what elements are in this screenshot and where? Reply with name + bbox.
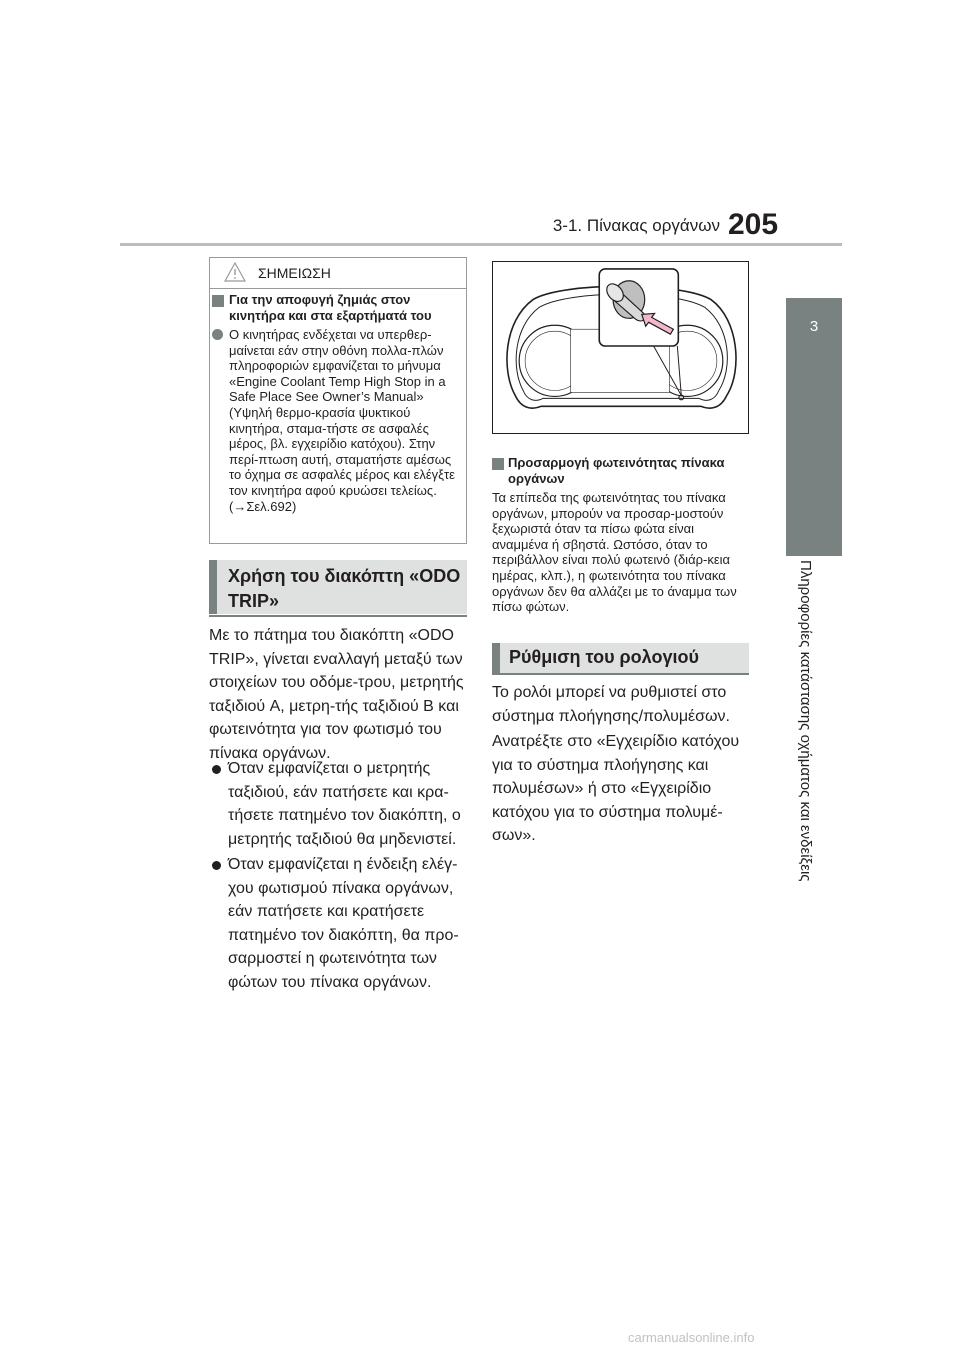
footer-watermark: carmanualsonline.info [628, 1330, 755, 1345]
bullet-dot-icon [212, 861, 221, 870]
bullet-dot-icon [212, 765, 221, 774]
section-heading-clock: Ρύθμιση του ρολογιού [509, 647, 699, 667]
clock-reference-paragraph: Ανατρέξτε στο «Εγχειρίδιο κατόχου για το σύστημα πλοήγησης και πολυμέσων» ή στο «Εγχειρίδιο κατόχου για το σύστημα πολυμέ-σων». [492, 733, 740, 844]
section-running-title: 3-1. Πίνακας οργάνων [552, 216, 720, 235]
section-heading-rule [209, 615, 467, 617]
page-number: 205 [728, 208, 779, 241]
caution-heading: Για την αποφυγή ζημιάς στον κινητήρα και στα εξαρτήματά του [229, 292, 432, 323]
section-heading-marker [209, 560, 217, 614]
caution-title: ΣΗΜΕΙΩΣΗ [258, 265, 331, 281]
brightness-heading: Προσαρμογή φωτεινότητας πίνακα οργάνων [508, 455, 725, 486]
bullet-item: Όταν εμφανίζεται ο μετρητής ταξιδιού, εάν πατήσετε και κρα-τήσετε πατημένο τον διακόπτη, ο μετρητής ταξιδιού θα μηδενιστεί. [228, 760, 461, 848]
round-bullet-icon [212, 329, 223, 340]
square-bullet-icon [212, 295, 224, 307]
square-bullet-icon [492, 458, 504, 470]
section-heading-odo-trip: Χρήση του διακόπτη «ODO TRIP» [228, 566, 461, 611]
instrument-cluster-illustration [492, 261, 749, 434]
section-heading-marker [492, 643, 500, 673]
warning-triangle-icon [224, 262, 246, 282]
caution-text: Ο κινητήρας ενδέχεται να υπερθερ-μαίνεται εάν στην οθόνη πολλα-πλών πληροφοριών εμφανίζεται το μήνυμα «Engine Coolant Temp High Stop in a Safe Place See Owner’s Manual» (Υψηλή θερμο-κρασία ψυκτικού κινητήρα, σταμα-τήστε σε ασφαλές μέρος, βλ. εγχειρίδιο κατόχου). Στην περί-πτωση αυτή, σταματήστε αμέσως το όχημα σε ασφαλές μέρος και ελέγξτε τον κινητήρα αφού κρυώσει τελείως. (→Σελ.692) [229, 327, 455, 514]
clock-paragraph: Το ρολόι μπορεί να ρυθμιστεί στο σύστημα πλοήγησης/πολυμέσων. [492, 684, 730, 725]
chapter-label: Πληροφορίες κατάστασης οχήματος και ενδείξεις [797, 560, 814, 882]
section-heading-rule [492, 673, 749, 675]
brightness-paragraph: Τα επίπεδα της φωτεινότητας του πίνακα οργάνων, μπορούν να προσαρ-μοστούν ξεχωριστά όταν τα πίσω φώτα είναι αναμμένα ή σβηστά. Ωστόσο, όταν το περιβάλλον είναι πολύ φωτεινό (διάρ-κεια ημέρας, κλπ.), η φωτεινότητα του πίνακα οργάνων δεν θα αλλάζει με το άναμμα των πίσω φώτων. [492, 490, 737, 615]
header-rule [120, 243, 842, 246]
chapter-number: 3 [809, 318, 819, 335]
odo-trip-paragraph: Με το πάτημα του διακόπτη «ODO TRIP», γίνεται εναλλαγή μεταξύ των στοιχείων του οδόμε-τρου, μετρητής ταξιδιού A, μετρη-τής ταξιδιού B και φωτεινότητα για τον φωτισμό του πίνακα οργάνων. [209, 627, 464, 762]
chapter-tab [786, 298, 842, 556]
caution-header [210, 258, 466, 289]
bullet-item: Όταν εμφανίζεται η ένδειξη ελέγ-χου φωτισμού πίνακα οργάνων, εάν πατήσετε και κρατήσετε πατημένο τον διακόπτη, θα προ-σαρμοστεί η φωτεινότητα των φώτων του πίνακα οργάνων. [228, 856, 459, 991]
